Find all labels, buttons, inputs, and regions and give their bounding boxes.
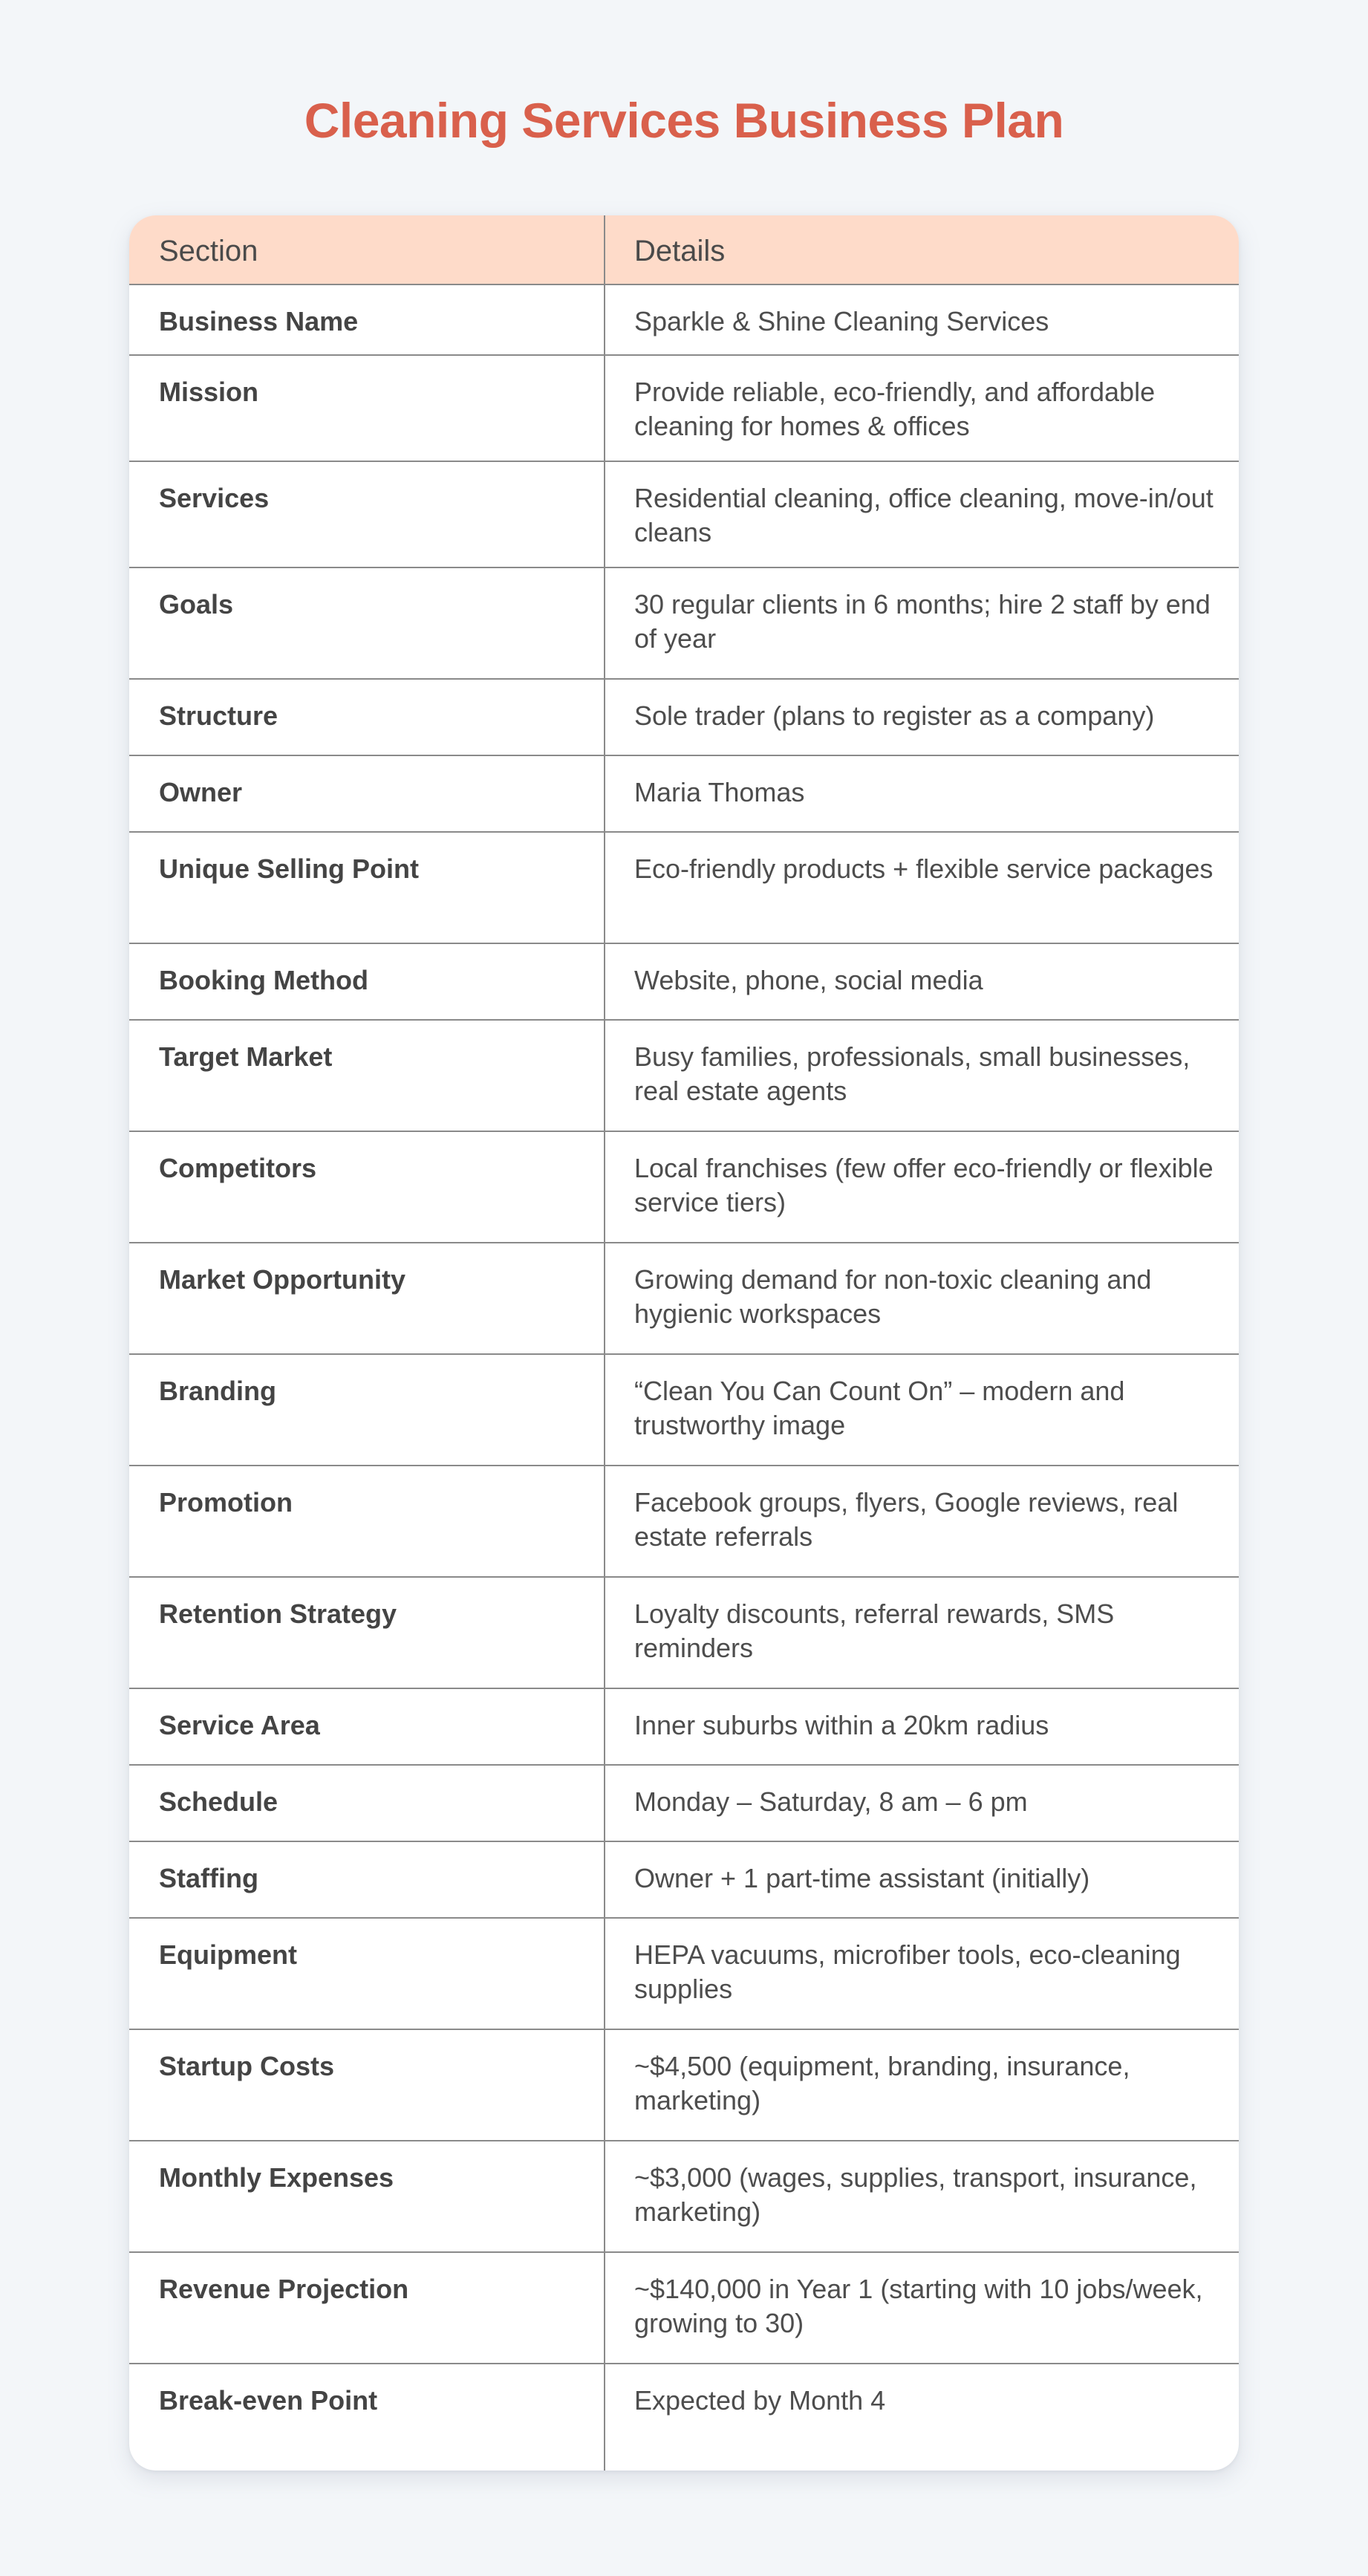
row-details: Eco-friendly products + flexible service packages (634, 853, 1214, 884)
table-row (129, 462, 1239, 568)
row-details: ~$140,000 in Year 1 (starting with 10 jobs/week, growing to 30) (634, 2274, 1203, 2338)
table-row (129, 1021, 1239, 1132)
table-row (129, 2141, 1239, 2253)
table-row (129, 2030, 1239, 2141)
table-row (129, 356, 1239, 462)
business-plan-table (129, 215, 1239, 2471)
table-row (129, 944, 1239, 1021)
row-details: HEPA vacuums, microfiber tools, eco-cleaning supplies (634, 1939, 1181, 2004)
table-row (129, 1842, 1239, 1919)
row-section: Schedule (159, 1786, 279, 1817)
row-section: Retention Strategy (159, 1598, 397, 1629)
row-details: Busy families, professionals, small businesses, real estate agents (634, 1041, 1191, 1106)
row-section: Business Name (159, 306, 359, 336)
table-row (129, 568, 1239, 680)
row-section: Service Area (159, 1710, 320, 1740)
row-details: Sparkle & Shine Cleaning Services (634, 306, 1049, 336)
row-details: Facebook groups, flyers, Google reviews, real estate referrals (634, 1487, 1179, 1552)
column-divider (604, 215, 605, 2471)
row-section: Unique Selling Point (159, 853, 419, 884)
row-details: Residential cleaning, office cleaning, move-in/out cleans (634, 483, 1214, 547)
row-section: Staffing (159, 1863, 258, 1893)
table-row (129, 756, 1239, 833)
row-details: “Clean You Can Count On” – modern and trustworthy image (634, 1376, 1125, 1440)
row-section: Promotion (159, 1487, 293, 1518)
row-section: Target Market (159, 1041, 333, 1072)
row-details: Provide reliable, eco-friendly, and affordable cleaning for homes & offices (634, 377, 1156, 441)
row-details: Maria Thomas (634, 777, 805, 807)
table-row (129, 1466, 1239, 1578)
header-section: Section (159, 235, 258, 267)
row-details: Local franchises (few offer eco-friendly or flexible service tiers) (634, 1153, 1214, 1217)
row-details: ~$4,500 (equipment, branding, insurance, marketing) (634, 2051, 1130, 2115)
row-section: Monthly Expenses (159, 2162, 394, 2193)
row-details: Monday – Saturday, 8 am – 6 pm (634, 1786, 1028, 1817)
row-details: Website, phone, social media (634, 965, 983, 995)
row-section: Startup Costs (159, 2051, 335, 2081)
table-row (129, 2253, 1239, 2364)
table-row (129, 1766, 1239, 1842)
row-section: Booking Method (159, 965, 368, 995)
row-section: Competitors (159, 1153, 317, 1183)
table-row (129, 680, 1239, 756)
row-details: Sole trader (plans to register as a company) (634, 700, 1155, 731)
table-row (129, 1578, 1239, 1689)
row-details: Growing demand for non-toxic cleaning and hygienic workspaces (634, 1264, 1152, 1329)
row-details: 30 regular clients in 6 months; hire 2 staff by end of year (634, 589, 1211, 654)
table-row (129, 285, 1239, 356)
row-section: Equipment (159, 1939, 297, 1970)
row-details: Loyalty discounts, referral rewards, SMS reminders (634, 1598, 1115, 1663)
table-header (129, 215, 1239, 285)
row-details: Inner suburbs within a 20km radius (634, 1710, 1049, 1740)
row-details: Expected by Month 4 (634, 2385, 886, 2416)
row-section: Mission (159, 377, 259, 407)
row-section: Break-even Point (159, 2385, 378, 2416)
table-row (129, 1919, 1239, 2030)
page-title: Cleaning Services Business Plan (304, 93, 1064, 148)
row-section: Market Opportunity (159, 1264, 406, 1295)
header-details: Details (634, 235, 726, 267)
row-section: Structure (159, 700, 279, 731)
table-row (129, 2364, 1239, 2471)
row-section: Services (159, 483, 270, 513)
table-row (129, 1689, 1239, 1766)
row-section: Owner (159, 777, 243, 807)
row-details: ~$3,000 (wages, supplies, transport, insurance, marketing) (634, 2162, 1197, 2227)
row-section: Revenue Projection (159, 2274, 409, 2304)
row-section: Branding (159, 1376, 276, 1406)
table-row (129, 1355, 1239, 1466)
table-row (129, 1243, 1239, 1355)
table-row (129, 1132, 1239, 1243)
row-section: Goals (159, 589, 234, 619)
table-row (129, 833, 1239, 944)
row-details: Owner + 1 part-time assistant (initially) (634, 1863, 1090, 1893)
